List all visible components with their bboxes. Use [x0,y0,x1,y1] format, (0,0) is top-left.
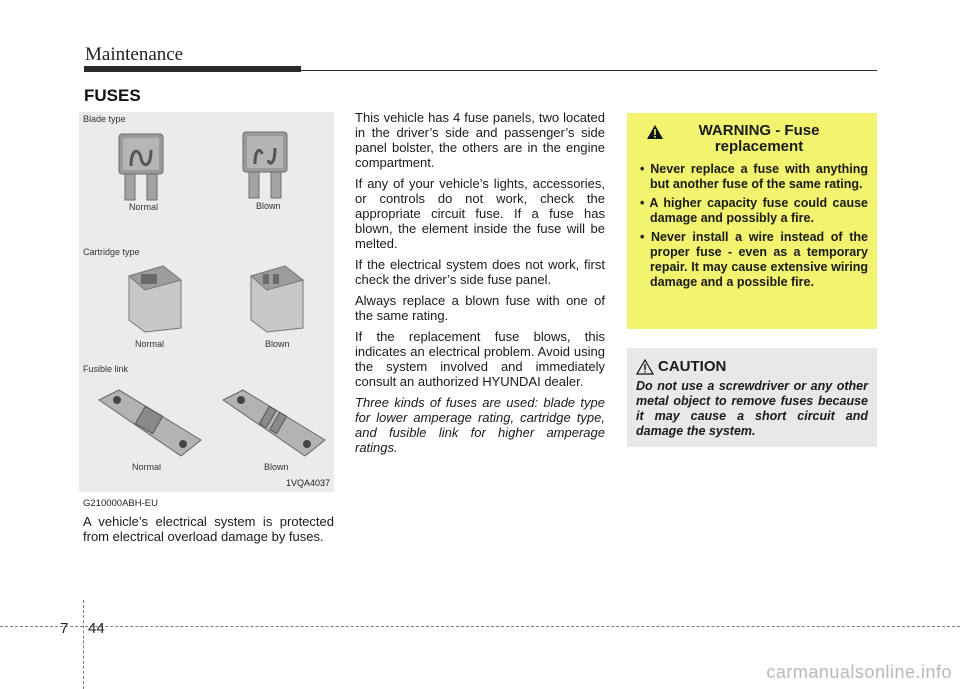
paragraph-driver-panel: If the electrical system does not work, first check the driver’s side fuse panel. [355,257,605,287]
warning-item: • Never install a wire instead of the proper fuse - even as a temporary repair. It may cause extensive wiring damage and a possible fire. [636,230,868,290]
warning-triangle-icon [646,124,664,140]
warning-box [627,113,877,329]
header-rule-thin [301,70,877,71]
blade-fuse-blown-image [241,130,289,202]
paragraph-fuse-panels: This vehicle has 4 fuse panels, two located in the driver’s side and passenger’s side panel bolster, the others are in the engine compartment. [355,110,605,170]
warning-header [646,123,868,155]
chapter-number: 7 [60,620,69,637]
paragraph-consult-dealer: If the replacement fuse blows, this indicates an electrical problem. Avoid using the system involved and immediately consult an authorized HYUNDAI dealer. [355,329,605,389]
document-code: G210000ABH-EU [83,498,158,509]
paragraph-replace-rating: Always replace a blown fuse with one of the same rating. [355,293,605,323]
caution-title: CAUTION [658,358,727,375]
fuse-figure [79,112,334,492]
cartridge-fuse-normal-image [123,262,185,334]
caution-triangle-icon [636,359,654,375]
fusible-link-normal-image [95,384,205,464]
caution-box [627,348,877,447]
blade-type-label: Blade type [83,114,126,124]
warning-list [636,162,868,290]
watermark: carmanualsonline.info [766,662,952,682]
cartridge-type-label: Cartridge type [83,247,140,257]
warning-item: • Never replace a fuse with anything but another fuse of the same rating. [636,162,868,192]
blade-fuse-normal-image [117,132,165,204]
caution-text: Do not use a screwdriver or any other metal object to remove fuses because it may cause a short circuit and damage the system. [636,379,868,438]
fusible-link-label: Fusible link [83,364,129,374]
footer-divider [0,626,960,627]
fusible-blown-label: Blown [264,462,289,472]
fusible-normal-label: Normal [132,462,162,472]
page-number: 44 [88,620,105,637]
cartridge-fuse-blown-image [245,262,307,334]
cartridge-normal-label: Normal [135,339,165,349]
cartridge-blown-label: Blown [265,339,290,349]
paragraph-fuse-kinds: Three kinds of fuses are used: blade type for lower amperage rating, cartridge type, and fusible link for higher amperage ratings. [355,395,605,455]
caution-header [636,358,868,375]
section-title: FUSES [84,86,141,105]
page-header-title: Maintenance [85,44,184,65]
blade-blown-label: Blown [256,201,281,211]
warning-title: WARNING - Fuse replacement [698,122,820,155]
intro-paragraph: A vehicle’s electrical system is protected from electrical overload damage by fuses. [83,514,334,544]
fusible-link-blown-image [219,384,329,464]
figure-code: 1VQA4037 [285,478,330,488]
warning-item: • A higher capacity fuse could cause damage and possibly a fire. [636,196,868,226]
blade-normal-label: Normal [129,202,159,212]
paragraph-check-fuse: If any of your vehicle’s lights, accessories, or controls do not work, check the appropriate circuit fuse. If a fuse has blown, the element inside the fuse will be melted. [355,176,605,251]
main-text-column [355,110,605,461]
footer-vertical-divider [83,600,84,689]
header-rule-thick [84,66,301,72]
